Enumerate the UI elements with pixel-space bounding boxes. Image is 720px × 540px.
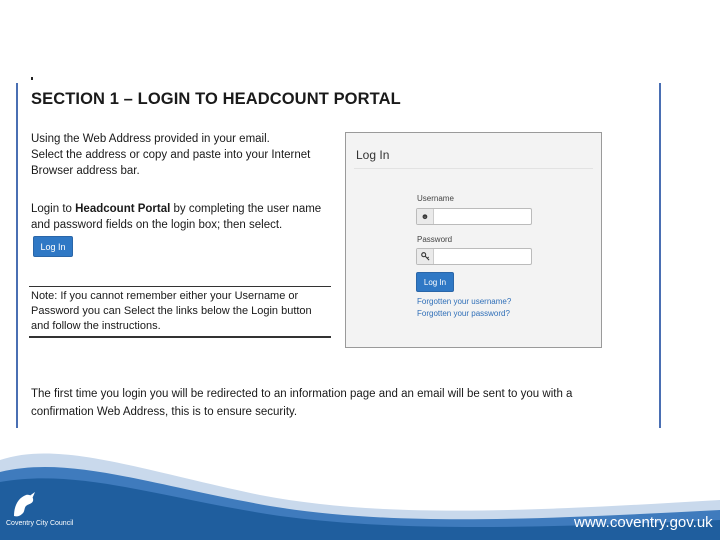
bullet-mark	[31, 77, 33, 80]
username-field[interactable]	[416, 208, 532, 225]
forgot-password-link[interactable]: Forgotten your password?	[417, 309, 510, 318]
section-title: SECTION 1 – LOGIN TO HEADCOUNT PORTAL	[31, 90, 401, 108]
user-icon: ☻	[417, 209, 434, 224]
forgot-username-link[interactable]: Forgotten your username?	[417, 297, 512, 306]
username-input[interactable]	[434, 209, 531, 224]
key-icon	[417, 249, 434, 264]
login-panel-title: Log In	[356, 148, 390, 162]
right-frame-line	[659, 83, 661, 428]
left-frame-line	[16, 83, 18, 428]
example-login-button[interactable]: Log In	[33, 236, 73, 257]
instruction-paragraph-1	[31, 131, 331, 179]
security-info-text: The first time you login you will be redirected to an information page and an email will be sent to you with a confirmation Web Address, this is to ensure security.	[31, 388, 573, 418]
login-panel	[345, 132, 602, 348]
website-url[interactable]: www.coventry.gov.uk	[574, 514, 713, 531]
instruction-line: Select the address or copy and paste into your Internet Browser address bar.	[31, 149, 311, 177]
instruction-text: Login to	[31, 203, 76, 215]
portal-name: Headcount Portal	[75, 203, 171, 215]
instruction-line: Using the Web Address provided in your email.	[31, 133, 270, 145]
logo-text: Coventry City Council	[6, 520, 74, 527]
note-box: Note: If you cannot remember either your Username or Password you can Select the links below the Login button and follow the instructions.	[29, 286, 331, 338]
login-button[interactable]: Log In	[416, 272, 454, 292]
password-label: Password	[417, 235, 453, 244]
panel-divider	[354, 168, 593, 169]
elephant-logo-icon	[8, 490, 38, 520]
username-label: Username	[417, 194, 454, 203]
instruction-paragraph-2	[31, 201, 331, 233]
instruction-text: by completing the user name and password fields on the login box; then select.	[31, 203, 322, 231]
password-input[interactable]	[434, 249, 531, 264]
password-field[interactable]	[416, 248, 532, 265]
